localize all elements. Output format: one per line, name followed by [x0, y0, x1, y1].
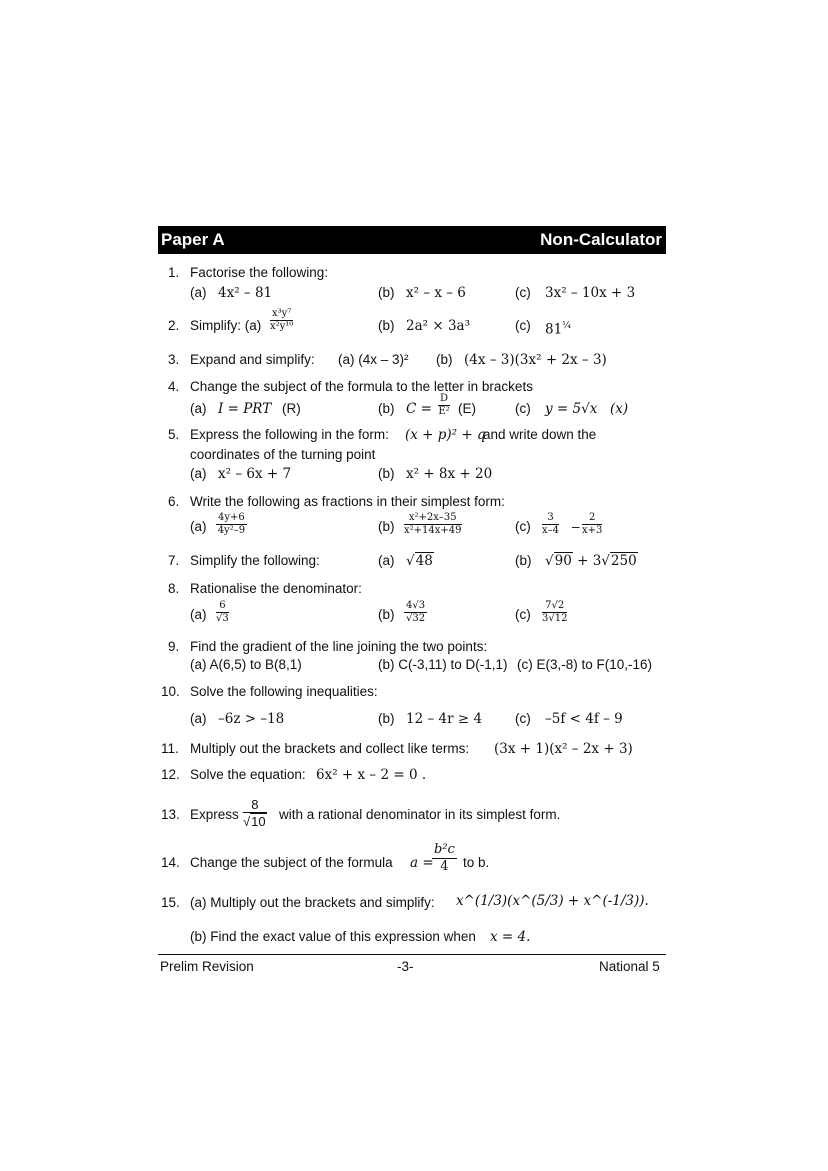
q4-c-expr: y = 5√x — [545, 401, 598, 417]
q5-text2: and write down the — [483, 427, 597, 442]
q10-a-label: (a) — [190, 711, 207, 726]
q7-b-expr: √90 + 3√250 — [545, 553, 637, 569]
q6-number: 6. — [168, 494, 180, 509]
q8-a-numerator: 6 — [216, 600, 229, 613]
q13-text2: with a rational denominator in its simplest form. — [279, 807, 561, 822]
q6-c-minus: – — [572, 519, 580, 534]
q14-lhs: a = — [410, 855, 434, 871]
q6-c-numerator-1: 3 — [542, 512, 559, 525]
q10-a-expr: –6z > –18 — [218, 711, 285, 727]
q12-expr: 6x² + x – 2 = 0 . — [316, 767, 427, 783]
q7-a-expr: √48 — [406, 553, 433, 569]
q10-c-expr: –5f < 4f – 9 — [545, 711, 623, 727]
q5-text1: Express the following in the form: — [190, 427, 389, 442]
q11-expr: (3x + 1)(x² – 2x + 3) — [494, 741, 633, 757]
q6-a-denominator: 4y²–9 — [217, 525, 246, 536]
q9-b: (b) C(-3,11) to D(-1,1) — [378, 657, 508, 672]
q14-fraction — [432, 842, 457, 875]
q3-b-label: (b) — [436, 352, 453, 367]
q4-a-label: (a) — [190, 401, 207, 416]
q1-b-expr: x² – x – 6 — [406, 285, 466, 301]
page-number: -3- — [397, 959, 414, 974]
q2-text: Simplify: (a) — [190, 318, 262, 333]
q8-number: 8. — [168, 581, 180, 596]
q11-number: 11. — [161, 741, 179, 756]
q14-number: 14. — [161, 855, 180, 870]
q2-b-label: (b) — [378, 318, 395, 333]
q1-text: Factorise the following: — [190, 265, 329, 280]
q4-c-label: (c) — [515, 401, 531, 416]
q9-number: 9. — [168, 639, 180, 654]
paper-type: Non-Calculator — [540, 230, 662, 249]
q2-a-numerator: x³y⁷ — [270, 308, 293, 321]
q1-c-expr: 3x² – 10x + 3 — [545, 285, 636, 301]
q4-b-letter: (E) — [458, 401, 476, 416]
q8-a-denominator: √3 — [216, 613, 229, 624]
q3-text: Expand and simplify: — [190, 352, 315, 367]
q8-a-fraction — [216, 600, 229, 625]
q13-number: 13. — [161, 807, 180, 822]
q8-b-fraction — [404, 600, 427, 625]
footer-left: Prelim Revision — [160, 959, 254, 974]
q13-denominator: √10 — [243, 814, 266, 829]
q8-a-label: (a) — [190, 607, 207, 622]
footer-right: National 5 — [599, 959, 660, 974]
q4-text: Change the subject of the formula to the letter in brackets — [190, 379, 533, 394]
q13-numerator: 8 — [243, 797, 267, 813]
q4-b-denominator: E² — [438, 406, 450, 417]
q15-number: 15. — [161, 895, 180, 910]
q14-denominator: 4 — [440, 859, 449, 874]
q4-b-numerator: D — [440, 393, 449, 404]
q2-a-denominator: x²y¹⁰ — [270, 321, 294, 332]
q10-text: Solve the following inequalities: — [190, 684, 378, 699]
q8-c-label: (c) — [515, 607, 531, 622]
q5-text3: coordinates of the turning point — [190, 447, 376, 462]
q7-text: Simplify the following: — [190, 553, 320, 568]
q10-b-expr: 12 – 4r ≥ 4 — [406, 711, 483, 727]
q10-number: 10. — [161, 684, 180, 699]
q4-number: 4. — [168, 379, 180, 394]
q11-text: Multiply out the brackets and collect like terms: — [190, 741, 470, 756]
q8-b-numerator: 4√3 — [406, 600, 426, 611]
q9-c: (c) E(3,-8) to F(10,-16) — [517, 657, 653, 672]
q10-b-label: (b) — [378, 711, 395, 726]
q8-b-denominator: √32 — [406, 613, 426, 624]
q6-text: Write the following as fractions in their simplest form: — [190, 494, 505, 509]
q6-c-denominator-2: x+3 — [582, 525, 603, 536]
q1-a-label: (a) — [190, 285, 207, 300]
q15-text: (a) Multiply out the brackets and simplify: — [190, 895, 435, 910]
q6-b-numerator: x²+2x–35 — [404, 512, 462, 525]
q4-b-fraction — [438, 393, 450, 418]
q9-a: (a) A(6,5) to B(8,1) — [190, 657, 302, 672]
q12-text: Solve the equation: — [190, 767, 306, 782]
q2-c-label: (c) — [515, 318, 531, 333]
q2-c-expr: $81^{\frac{1}{4}}$ — [545, 321, 571, 338]
q15-b-expr: x = 4. — [490, 929, 531, 945]
q4-a-letter: (R) — [282, 401, 301, 416]
q6-a-numerator: 4y+6 — [218, 512, 245, 523]
q3-b-expr: (4x – 3)(3x² + 2x – 3) — [464, 352, 607, 368]
q6-b-fraction — [404, 512, 462, 537]
q5-a-label: (a) — [190, 466, 207, 481]
q5-a-expr: x² – 6x + 7 — [218, 466, 292, 482]
q6-c-fraction-1 — [542, 512, 559, 537]
q5-form: (x + p)² + q — [405, 427, 486, 443]
q7-a-label: (a) — [378, 553, 395, 568]
q8-c-denominator: 3√12 — [542, 613, 568, 624]
q2-a-fraction — [270, 308, 293, 333]
q4-a-expr: I = PRT — [218, 401, 272, 417]
q4-b-label: (b) — [378, 401, 395, 416]
q8-c-fraction — [542, 600, 567, 625]
q6-b-denominator: x²+14x+49 — [404, 525, 462, 536]
q1-number: 1. — [168, 265, 180, 280]
q6-c-numerator-2: 2 — [582, 512, 602, 525]
footer-rule — [158, 954, 666, 955]
q4-c-letter: (x) — [610, 401, 629, 417]
q6-a-fraction — [216, 512, 247, 537]
q7-number: 7. — [168, 553, 180, 568]
q1-c-label: (c) — [515, 285, 531, 300]
q1-b-label: (b) — [378, 285, 395, 300]
q6-c-fraction-2 — [582, 512, 602, 537]
q1-a-expr: 4x² – 81 — [218, 285, 273, 301]
q9-text: Find the gradient of the line joining the two points: — [190, 639, 488, 654]
q5-b-label: (b) — [378, 466, 395, 481]
q6-a-label: (a) — [190, 519, 207, 534]
q7-b-label: (b) — [515, 553, 532, 568]
q5-number: 5. — [168, 427, 180, 442]
q14-numerator: b²c — [434, 842, 455, 857]
q5-b-expr: x² + 8x + 20 — [406, 466, 493, 482]
q14-text2: to b. — [463, 855, 490, 870]
q3-number: 3. — [168, 352, 180, 367]
q8-c-numerator: 7√2 — [542, 600, 567, 613]
q6-b-label: (b) — [378, 519, 395, 534]
q3-a: (a) (4x – 3)² — [338, 352, 409, 367]
q14-text1: Change the subject of the formula — [190, 855, 393, 870]
q2-b-expr: 2a² × 3a³ — [406, 318, 470, 334]
q4-b-lhs: C = — [406, 401, 432, 417]
q10-c-label: (c) — [515, 711, 531, 726]
q2-number: 2. — [168, 318, 180, 333]
q6-c-denominator-1: x–4 — [542, 525, 560, 536]
paper-title: Paper A — [161, 230, 225, 249]
q12-number: 12. — [161, 767, 180, 782]
q15-expr: x^(1/3)(x^(5/3) + x^(-1/3)). — [456, 893, 649, 909]
q8-text: Rationalise the denominator: — [190, 581, 362, 596]
q8-b-label: (b) — [378, 607, 395, 622]
q6-c-label: (c) — [515, 519, 531, 534]
q13-text1: Express — [190, 807, 239, 822]
paper-header — [158, 226, 666, 254]
q13-fraction — [243, 797, 267, 830]
q15-b-text: (b) Find the exact value of this expression when — [190, 929, 476, 944]
